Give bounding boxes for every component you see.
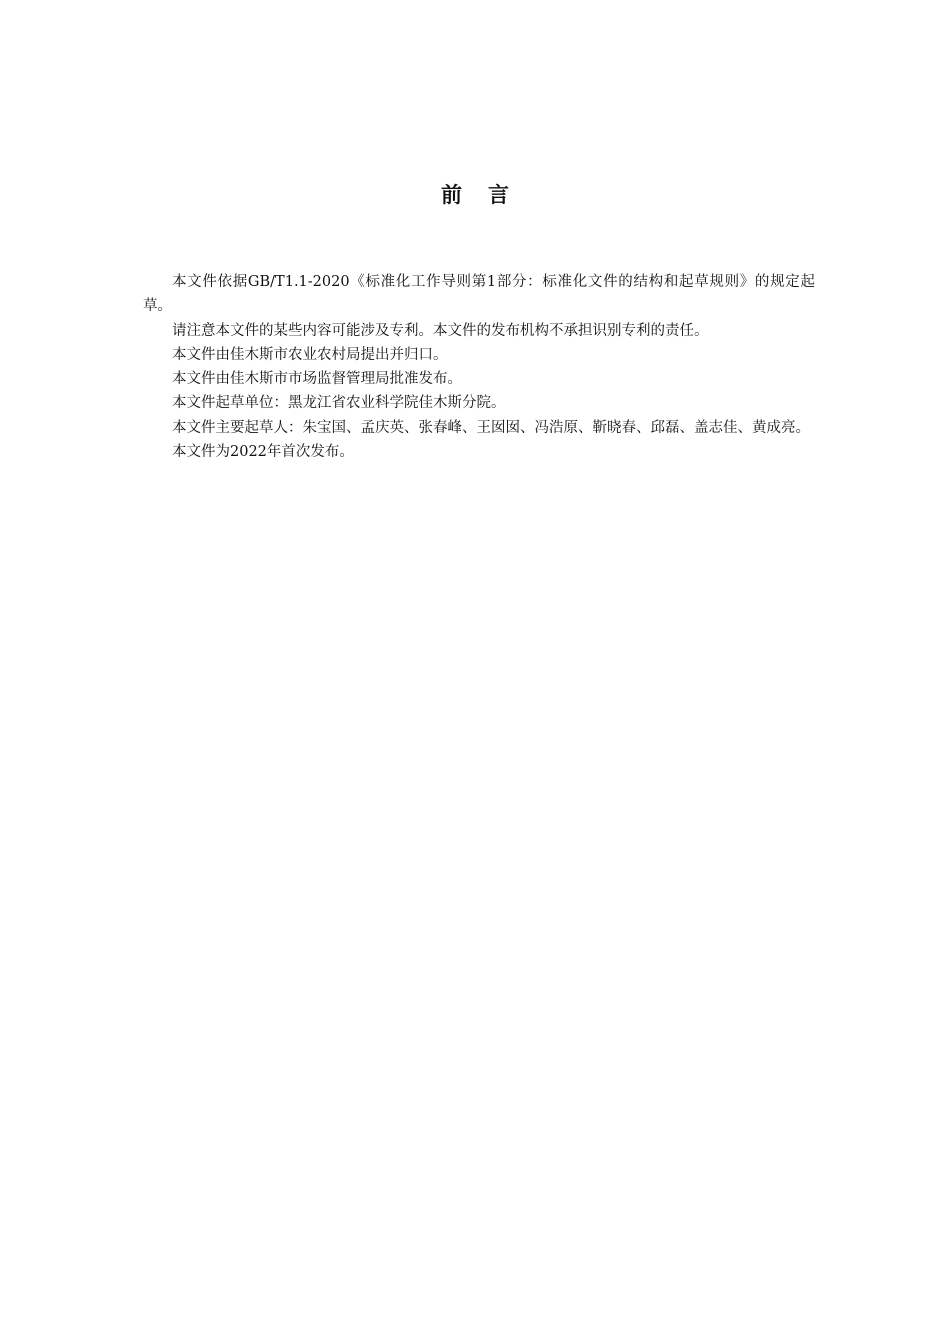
paragraph-drafting-basis: 本文件依据GB/T1.1-2020《标准化工作导则第1部分：标准化文件的结构和起草规则》的规定起草。 — [143, 274, 815, 315]
paragraph-drafters: 本文件主要起草人：朱宝国、孟庆英、张春峰、王囡囡、冯浩原、靳晓春、邱磊、盖志佳、黄成亮。 — [172, 419, 810, 436]
foreword-body — [143, 270, 815, 464]
page-title: 前言 — [441, 183, 535, 207]
paragraph-release: 本文件为2022年首次发布。 — [172, 444, 354, 461]
paragraph-patent-notice: 请注意本文件的某些内容可能涉及专利。本文件的发布机构不承担识别专利的责任。 — [172, 322, 709, 339]
paragraph-drafting-unit: 本文件起草单位：黑龙江省农业科学院佳木斯分院。 — [172, 395, 506, 412]
paragraph-approver: 本文件由佳木斯市市场监督管理局批准发布。 — [172, 371, 462, 388]
paragraph-proposer: 本文件由佳木斯市农业农村局提出并归口。 — [172, 346, 448, 363]
